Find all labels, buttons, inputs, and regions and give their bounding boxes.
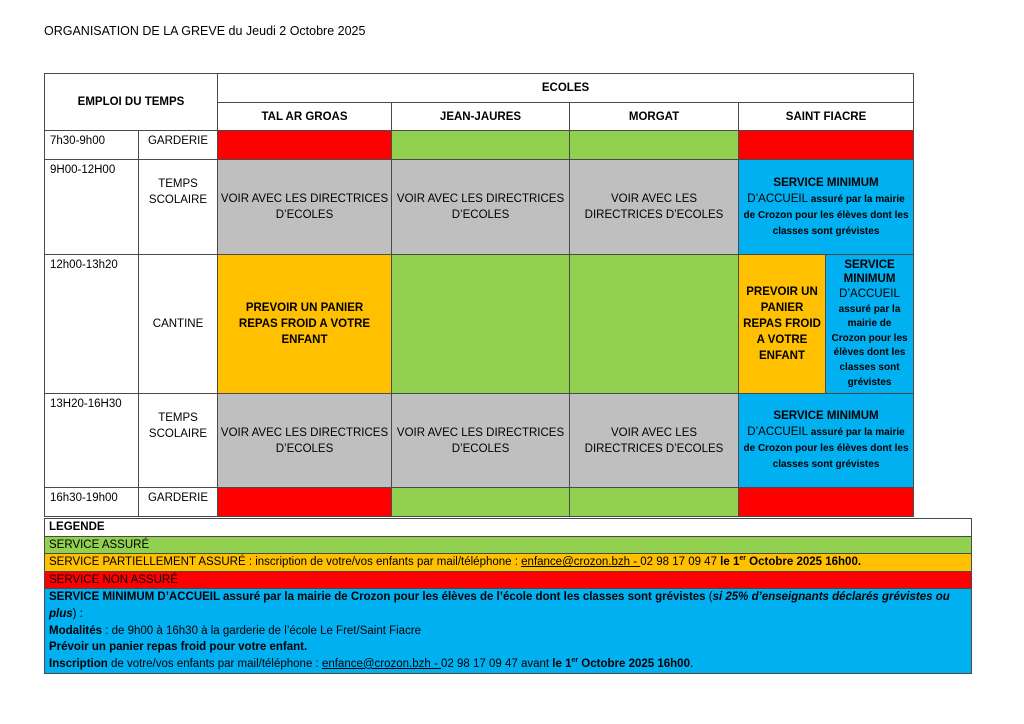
legend-title: LEGENDE bbox=[45, 519, 972, 537]
legend-table bbox=[44, 518, 972, 674]
email-link[interactable]: enfance@crozon.bzh - bbox=[321, 657, 442, 670]
legend-service-assure: SERVICE ASSURÉ bbox=[45, 536, 972, 554]
voir-directrices-cell: VOIR AVEC LES DIRECTRICES D’ECOLES bbox=[392, 160, 570, 255]
status-cell-non-assure bbox=[218, 488, 392, 517]
service-minimum-detail: assuré par la mairie de Crozon pour les élèves dont les classes sont grévistes bbox=[743, 193, 909, 237]
activity-label: GARDERIE bbox=[139, 131, 218, 160]
service-minimum-detail: assuré par la mairie de Crozon pour les élèves dont les classes sont grévistes bbox=[831, 303, 908, 388]
service-minimum-accueil: D’ACCUEIL bbox=[839, 288, 900, 301]
service-minimum-title: SERVICE MINIMUM bbox=[843, 258, 896, 286]
voir-directrices-cell: VOIR AVEC LES DIRECTRICES D’ECOLES bbox=[218, 394, 392, 488]
service-minimum-accueil: D’ACCUEIL bbox=[747, 192, 809, 205]
voir-directrices-cell: VOIR AVEC LES DIRECTRICES D’ECOLES bbox=[570, 394, 739, 488]
school-header-jean-jaures: JEAN-JAURES bbox=[392, 103, 570, 131]
ecoles-header: ECOLES bbox=[218, 74, 914, 103]
time-slot: 13H20-16H30 bbox=[45, 394, 139, 488]
emploi-du-temps-header: EMPLOI DU TEMPS bbox=[45, 74, 218, 131]
status-cell-assure bbox=[392, 131, 570, 160]
service-minimum-cell bbox=[739, 160, 914, 255]
service-minimum-cell bbox=[826, 255, 914, 394]
legend-service-minimum: SERVICE MINIMUM D’ACCUEIL assuré par la mairie de Crozon pour les élèves de l’école dont les classes sont grévistes (si 25% d’enseignants déclarés grévistes ou plus) : Modalités : de 9h00 à 16h30 à la garderie de l’école Le Fret/Saint Fiacre Prévoir un panier repas froid pour votre enfant. Inscription de votre/vos enfants par mail/téléphone : enfance@crozon.bzh - 02 98 17 09 47 avant le 1er Octobre 2025 16h00. bbox=[45, 589, 972, 674]
service-minimum-title: SERVICE MINIMUM bbox=[773, 410, 879, 422]
school-header-tal-ar-groas: TAL AR GROAS bbox=[218, 103, 392, 131]
page-title: ORGANISATION DE LA GREVE du Jeudi 2 Octobre 2025 bbox=[44, 24, 366, 38]
legend-service-non-assure: SERVICE NON ASSURÉ bbox=[45, 571, 972, 589]
activity-label: CANTINE bbox=[139, 255, 218, 394]
service-minimum-cell bbox=[739, 394, 914, 488]
schedule-table bbox=[44, 73, 914, 517]
time-slot: 9H00-12H00 bbox=[45, 160, 139, 255]
time-slot: 7h30-9h00 bbox=[45, 131, 139, 160]
panier-repas-cell: PREVOIR UN PANIER REPAS FROID A VOTRE ENFANT bbox=[739, 255, 826, 394]
service-minimum-accueil: D’ACCUEIL bbox=[747, 426, 809, 438]
service-minimum-detail: assuré par la mairie de Crozon pour les élèves dont les classes sont grévistes bbox=[743, 427, 909, 470]
status-cell-assure bbox=[392, 255, 570, 394]
status-cell-assure bbox=[570, 131, 739, 160]
status-cell-non-assure bbox=[739, 131, 914, 160]
activity-label: GARDERIE bbox=[139, 488, 218, 517]
status-cell-non-assure bbox=[739, 488, 914, 517]
voir-directrices-cell: VOIR AVEC LES DIRECTRICES D’ECOLES bbox=[392, 394, 570, 488]
school-header-morgat: MORGAT bbox=[570, 103, 739, 131]
status-cell-non-assure bbox=[218, 131, 392, 160]
time-slot: 16h30-19h00 bbox=[45, 488, 139, 517]
panier-repas-cell: PREVOIR UN PANIER REPAS FROID A VOTRE ENFANT bbox=[218, 255, 392, 394]
voir-directrices-cell: VOIR AVEC LES DIRECTRICES D’ECOLES bbox=[570, 160, 739, 255]
status-cell-assure bbox=[570, 488, 739, 517]
service-minimum-title: SERVICE MINIMUM bbox=[773, 176, 879, 189]
activity-label: TEMPS SCOLAIRE bbox=[139, 394, 218, 488]
status-cell-assure bbox=[392, 488, 570, 517]
activity-label: TEMPS SCOLAIRE bbox=[139, 160, 218, 255]
voir-directrices-cell: VOIR AVEC LES DIRECTRICES D’ECOLES bbox=[218, 160, 392, 255]
school-header-saint-fiacre: SAINT FIACRE bbox=[739, 103, 914, 131]
status-cell-assure bbox=[570, 255, 739, 394]
time-slot: 12h00-13h20 bbox=[45, 255, 139, 394]
legend-service-partiel: SERVICE PARTIELLEMENT ASSURÉ : inscription de votre/vos enfants par mail/téléphone : enfance@crozon.bzh - 02 98 17 09 47 le 1er Octobre 2025 16h00. bbox=[45, 554, 972, 572]
email-link[interactable]: enfance@crozon.bzh - bbox=[521, 556, 641, 569]
